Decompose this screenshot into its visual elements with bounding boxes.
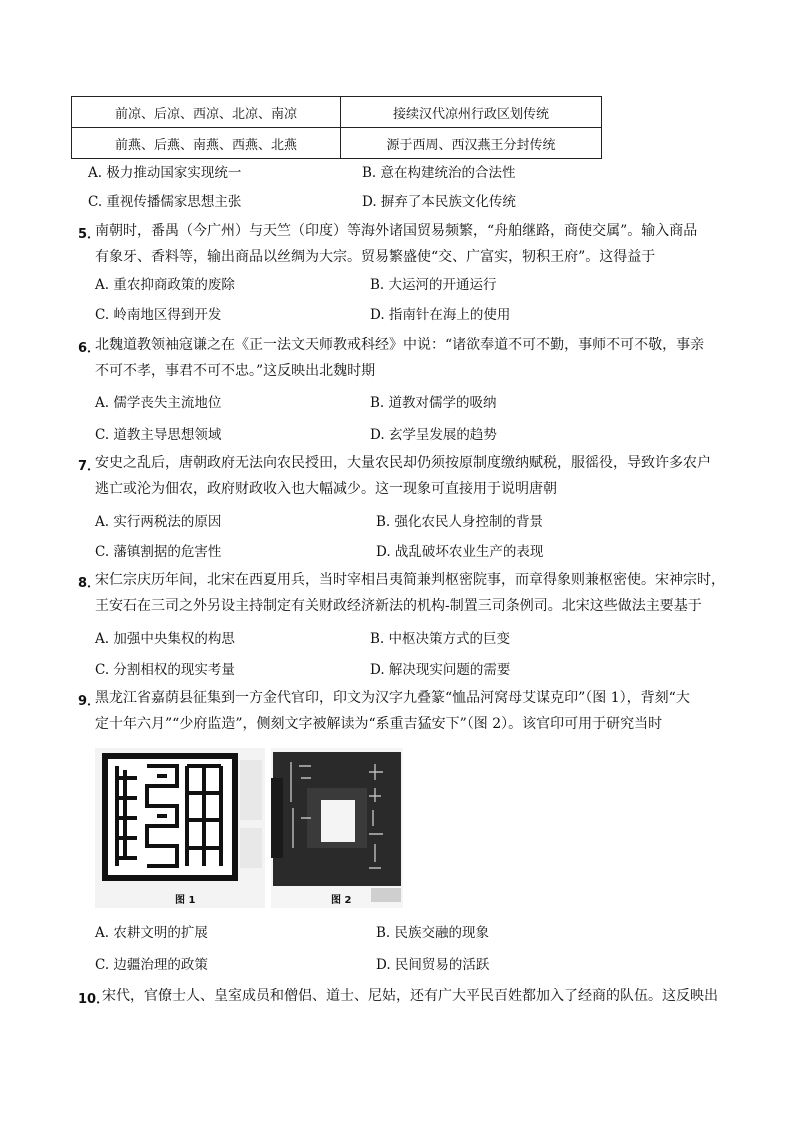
q4-option-c: C. 重视传播儒家思想主张 xyxy=(88,194,242,210)
q8-stem-line1: 宋仁宗庆历年间，北宋在西夏用兵，当时宰相吕夷简兼判枢密院事，而章得象则兼枢密使。宋神宗时， xyxy=(95,572,725,588)
q4-option-d: D. 摒弃了本民族文化传统 xyxy=(362,194,516,210)
q7-number: 7． xyxy=(78,459,101,474)
figure-1-seal-impression xyxy=(95,748,265,908)
q8-option-a: A. 加强中央集权的构思 xyxy=(95,631,235,647)
figure-2-seal-side xyxy=(271,748,403,908)
q9-stem-line1: 黑龙江省嘉荫县征集到一方金代官印，印文为汉字九叠篆“恤品河窝母艾谋克印”（图 1），背刻“大 xyxy=(95,690,690,706)
q9-option-d: D. 民间贸易的活跃 xyxy=(376,957,490,973)
table-row xyxy=(72,97,602,128)
q5-option-a: A. 重农抑商政策的废除 xyxy=(95,277,235,293)
q8-option-c: C. 分割相权的现实考量 xyxy=(95,662,235,678)
q6-number: 6． xyxy=(78,341,101,356)
q7-option-b: B. 强化农民人身控制的背景 xyxy=(376,514,544,530)
q9-number: 9． xyxy=(78,694,101,709)
q7-option-c: C. 藩镇割据的危害性 xyxy=(95,544,222,560)
q6-option-d: D. 玄学呈发展的趋势 xyxy=(370,427,497,443)
q5-stem-line1: 南朝时，番禺（今广州）与天竺（印度）等海外诸国贸易频繁，“舟舶继路，商使交属”。输入商品 xyxy=(95,223,698,239)
table-cell: 前燕、后燕、南燕、西燕、北燕 xyxy=(72,128,341,159)
q7-option-a: A. 实行两税法的原因 xyxy=(95,514,222,530)
q5-option-d: D. 指南针在海上的使用 xyxy=(370,307,511,323)
table-cell: 前凉、后凉、西凉、北凉、南凉 xyxy=(72,97,341,128)
q5-option-b: B. 大运河的开通运行 xyxy=(370,277,497,293)
figure-2-caption: 图 2 xyxy=(331,895,352,906)
q4-option-a: A. 极力推动国家实现统一 xyxy=(88,165,242,181)
figure-1-caption: 图 1 xyxy=(175,895,196,906)
q7-stem-line2: 逃亡或沦为佃农，政府财政收入也大幅减少。这一现象可直接用于说明唐朝 xyxy=(95,481,557,497)
q8-number: 8． xyxy=(78,576,101,591)
comparison-table xyxy=(71,96,602,159)
q10-stem-line1: 宋代，官僚士人、皇室成员和僧侣、道士、尼姑，还有广大平民百姓都加入了经商的队伍。这反映出 xyxy=(102,988,718,1004)
q10-number: 10． xyxy=(78,992,110,1007)
table-cell: 源于西周、西汉燕王分封传统 xyxy=(341,128,602,159)
seal-side-image xyxy=(271,748,403,908)
q9-option-a: A. 农耕文明的扩展 xyxy=(95,925,208,941)
q6-option-a: A. 儒学丧失主流地位 xyxy=(95,395,222,411)
q4-option-b: B. 意在构建统治的合法性 xyxy=(362,165,516,181)
q8-stem-line2: 王安石在三司之外另设主持制定有关财政经济新法的机构-制置三司条例司。北宋这些做法主要基于 xyxy=(95,598,702,614)
q5-option-c: C. 岭南地区得到开发 xyxy=(95,307,222,323)
q6-option-c: C. 道教主导思想领域 xyxy=(95,427,222,443)
q8-option-d: D. 解决现实问题的需要 xyxy=(370,662,511,678)
q8-option-b: B. 中枢决策方式的巨变 xyxy=(370,631,511,647)
q9-option-c: C. 边疆治理的政策 xyxy=(95,957,208,973)
q9-option-b: B. 民族交融的现象 xyxy=(376,925,490,941)
seal-impression-image xyxy=(95,748,265,908)
q6-stem-line1: 北魏道教领袖寇谦之在《正一法文天师教戒科经》中说：“诸欲奉道不可不勤，事师不可不敬，事亲 xyxy=(95,337,705,353)
table-cell: 接续汉代凉州行政区划传统 xyxy=(341,97,602,128)
q6-stem-line2: 不可不孝，事君不可不忠。”这反映出北魏时期 xyxy=(95,363,376,379)
q6-option-b: B. 道教对儒学的吸纳 xyxy=(370,395,497,411)
q5-stem-line2: 有象牙、香料等，输出商品以丝绸为大宗。贸易繁盛使“交、广富实，牣积王府”。这得益于 xyxy=(95,249,656,265)
table-row xyxy=(72,128,602,159)
q9-stem-line2: 定十年六月”“少府监造”，侧刻文字被解读为“系重吉猛安下”（图 2）。该官印可用于研究当时 xyxy=(95,716,663,732)
q7-stem-line1: 安史之乱后，唐朝政府无法向农民授田，大量农民却仍须按原制度缴纳赋税，服徭役，导致许多农户 xyxy=(95,455,711,471)
q5-number: 5． xyxy=(78,227,101,242)
q7-option-d: D. 战乱破坏农业生产的表现 xyxy=(376,544,544,560)
